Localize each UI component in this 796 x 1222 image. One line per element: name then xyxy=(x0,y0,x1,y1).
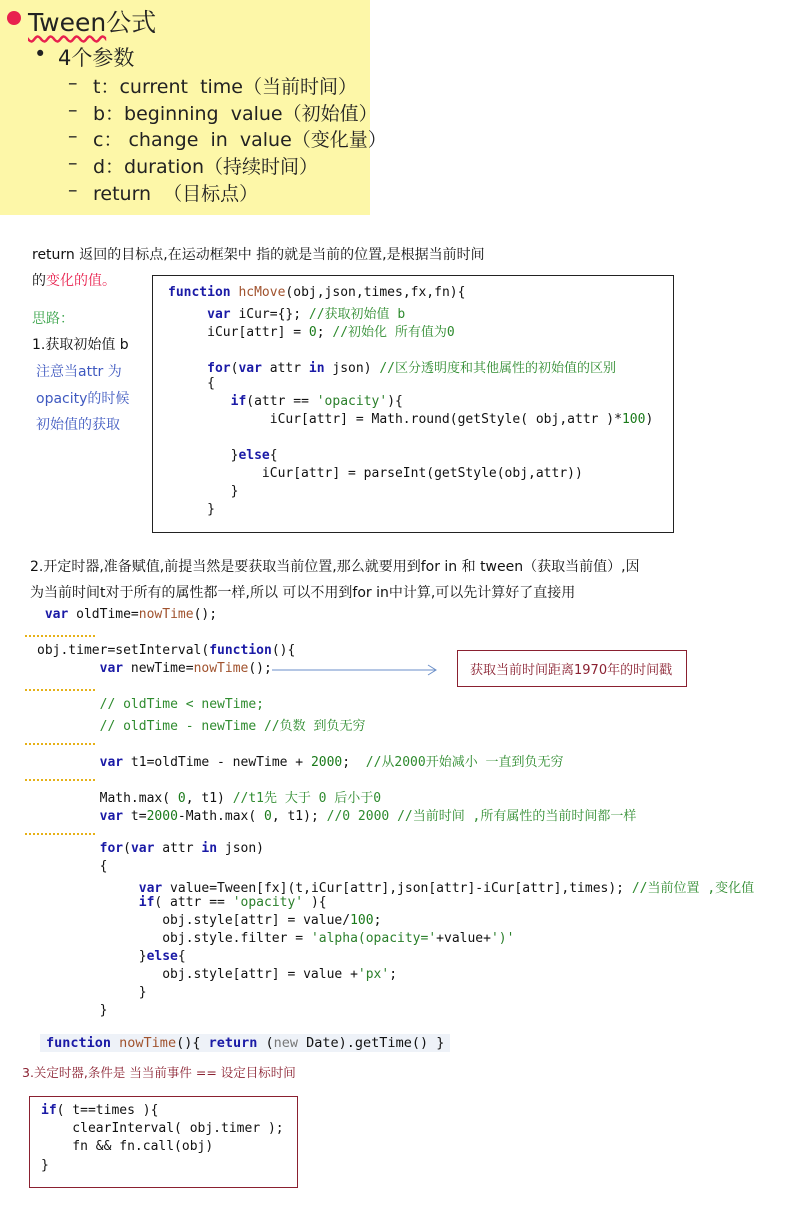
arrow-icon xyxy=(270,662,445,678)
desc-line-2-red: 变化的值。 xyxy=(46,273,116,289)
code-timer-line: { xyxy=(37,859,108,874)
code-hcmove-line: } xyxy=(168,484,239,500)
code-hcmove-line: }else{ xyxy=(168,447,278,463)
code-timer-line: var t1=oldTime - newTime + 2000; //从2000开始减小 一直到负无穷 xyxy=(99,755,564,770)
code-timer-line: } xyxy=(37,1003,108,1018)
params-heading: 4个参数 xyxy=(58,46,135,70)
step-2-line-2: 为当前时间t对于所有的属性都一样,所以 可以不用到for in中计算,可以先计算好了直接用 xyxy=(30,585,576,601)
title-suffix: 公式 xyxy=(106,8,157,37)
param-return: return （目标点） xyxy=(93,183,259,205)
code-hcmove-line: if(attr == 'opacity'){ xyxy=(230,393,403,409)
desc-line-2 xyxy=(32,270,116,290)
code-timer-line: if( attr == 'opacity' ){ xyxy=(138,895,327,910)
code-hcmove-line: for(var attr in json) //区分透明度和其他属性的初始值的区别 xyxy=(207,361,617,377)
code-timer-line: obj.style[attr] = value/100; xyxy=(37,913,382,928)
code-timer-line: var newTime=nowTime(); xyxy=(99,661,272,676)
spellcheck-squiggle xyxy=(25,773,95,781)
code-clear-line: if( t==times ){ xyxy=(41,1103,159,1118)
annotation-text: 获取当前时间距离1970年的时间戳 xyxy=(470,663,673,678)
param-d: d：duration（持续时间） xyxy=(93,156,319,178)
code-hcmove-line: iCur[attr] = 0; //初始化 所有值为0 xyxy=(168,325,455,341)
code-clear-line: fn && fn.call(obj) xyxy=(41,1139,214,1155)
dash-icon: – xyxy=(68,152,78,174)
dash-icon: – xyxy=(68,125,78,147)
desc-line-1: return 返回的目标点,在运动框架中 指的就是当前的位置,是根据当前时间 xyxy=(32,247,485,263)
spellcheck-squiggle xyxy=(25,629,95,637)
param-t: t：current time（当前时间） xyxy=(93,76,357,98)
code-hcmove-line: iCur[attr] = parseInt(getStyle(obj,attr)) xyxy=(168,466,583,481)
page-title xyxy=(28,3,156,39)
code-timer-line: var t=2000-Math.max( 0, t1); //0 2000 //当前时间 ,所有属性的当前时间都一样 xyxy=(99,809,637,824)
spellcheck-squiggle xyxy=(25,737,95,745)
code-timer-line: obj.style.filter = 'alpha(opacity='+value+')' xyxy=(37,931,515,946)
step-3: 3.关定时器,条件是 当当前事件 == 设定目标时间 xyxy=(22,1065,296,1080)
code-hcmove-line: function hcMove(obj,json,times,fx,fn){ xyxy=(168,285,466,300)
code-timer-line: var value=Tween[fx](t,iCur[attr],json[attr]-iCur[attr],times); //当前位置 ,变化值 xyxy=(138,881,755,896)
bullet-dot-icon xyxy=(7,11,21,25)
sub-bullet-icon: • xyxy=(34,42,47,66)
code-hcmove-line: { xyxy=(168,375,215,391)
code-timer-line: }else{ xyxy=(37,949,186,964)
code-timer-line: // oldTime - newTime //负数 到负无穷 xyxy=(99,719,366,734)
dash-icon: – xyxy=(68,99,78,121)
code-timer-line: Math.max( 0, t1) //t1先 大于 0 后小于0 xyxy=(37,791,382,806)
nowtime-function: function nowTime(){ return (new Date).getTime() } xyxy=(40,1034,450,1052)
desc-line-2-prefix: 的 xyxy=(32,273,46,289)
side-note-2: opacity的时候 xyxy=(36,391,130,407)
param-c: c： change in value（变化量） xyxy=(93,129,387,151)
code-hcmove-line: } xyxy=(168,502,215,518)
dash-icon: – xyxy=(68,179,78,201)
code-timer-line: for(var attr in json) xyxy=(99,841,265,856)
code-hcmove-line: var iCur={}; //获取初始值 b xyxy=(207,307,406,323)
spellcheck-squiggle xyxy=(25,827,95,835)
title-main: Tween xyxy=(28,8,107,37)
param-b: b：beginning value（初始值） xyxy=(93,103,378,125)
spellcheck-squiggle xyxy=(25,683,95,691)
code-clear-line: clearInterval( obj.timer ); xyxy=(41,1121,284,1137)
silu-label: 思路： xyxy=(32,311,74,327)
dash-icon: – xyxy=(68,72,78,94)
code-timer-line: } xyxy=(37,985,147,1000)
step-2-line-1: 2.开定时器,准备赋值,前提当然是要获取当前位置,那么就要用到for in 和 tween（获取当前值）,因 xyxy=(30,559,640,575)
side-note-3: 初始值的获取 xyxy=(36,417,120,433)
code-clear-line: } xyxy=(41,1157,49,1173)
code-timer-line: var oldTime=nowTime(); xyxy=(44,607,218,622)
side-note-1: 注意当attr 为 xyxy=(36,364,122,380)
code-timer-line: // oldTime < newTime; xyxy=(99,697,264,712)
code-hcmove-line: iCur[attr] = Math.round(getStyle( obj,attr )*100) xyxy=(168,411,654,427)
step-1: 1.获取初始值 b xyxy=(32,337,129,353)
code-timer-line: obj.timer=setInterval(function(){ xyxy=(37,643,296,658)
code-timer-line: obj.style[attr] = value +'px'; xyxy=(37,967,398,982)
